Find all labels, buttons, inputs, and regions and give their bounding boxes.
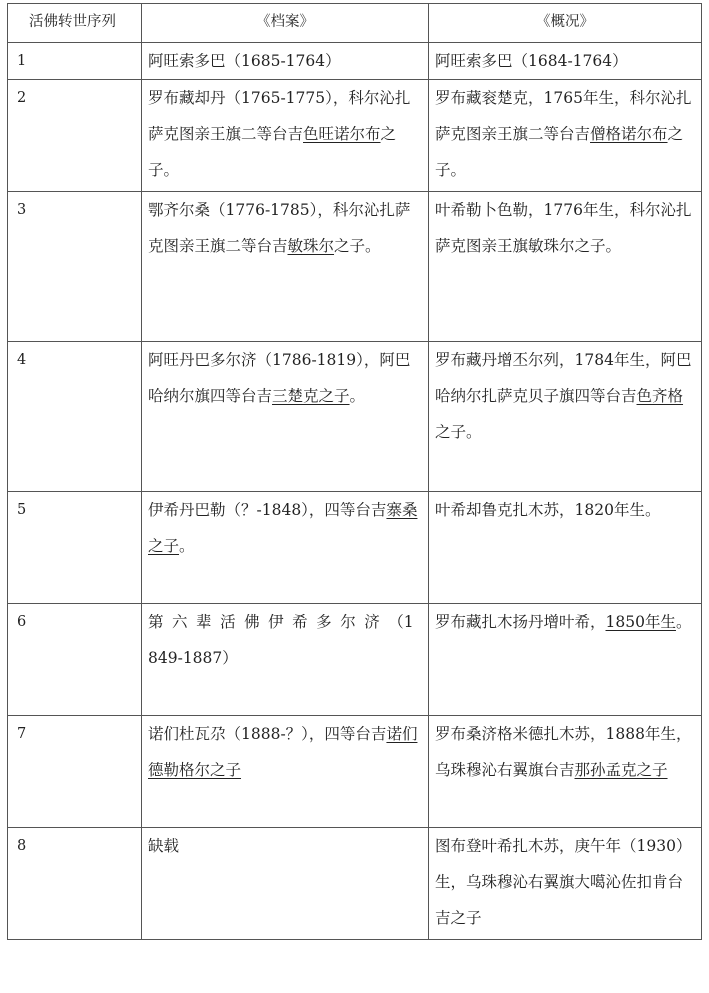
archive-cell (142, 828, 429, 940)
row-sequence: 8 (8, 828, 142, 940)
cell-text: 伊希丹巴勒（？-1848），四等台吉 (148, 501, 387, 519)
table-row (8, 342, 702, 492)
underlined-name: 那孙孟克之子 (574, 761, 668, 779)
row-sequence: 1 (8, 43, 142, 80)
overview-cell (429, 492, 702, 604)
underlined-name: 僧格诺尔布 (590, 125, 668, 143)
cell-text: 。 (675, 613, 692, 631)
cell-text: 图布登叶希扎木苏，庚午年（1930）生，乌珠穆沁右翼旗大噶沁佐扣肯台吉之子 (435, 837, 692, 927)
table-header-row (8, 4, 702, 43)
cell-text: 叶希勒卜色勒，1776年生，科尔沁扎萨克图亲王旗敏珠尔之子。 (435, 201, 692, 255)
cell-text: 罗布藏扎木扬丹增叶希， (435, 613, 606, 631)
archive-cell (142, 80, 429, 192)
overview-cell (429, 604, 702, 716)
header-sequence: 活佛转世序列 (8, 4, 142, 43)
overview-cell (429, 716, 702, 828)
cell-text: 罗布藏却丹（1765-1775），科尔沁扎萨克图亲王旗二等台吉 (148, 89, 411, 143)
archive-cell (142, 716, 429, 828)
row-sequence: 3 (8, 192, 142, 342)
cell-text: （1849-1887） (148, 613, 414, 667)
underlined-name: 敏珠尔 (287, 237, 335, 255)
cell-text: 第六辈活佛伊希多尔济 (148, 613, 389, 631)
archive-cell (142, 492, 429, 604)
table-row (8, 828, 702, 940)
underlined-name: 色旺诺尔布 (303, 125, 381, 143)
cell-text: 之子。 (334, 237, 381, 255)
archive-cell (142, 604, 429, 716)
cell-text: 罗布藏丹增丕尔列，1784年生，阿巴哈纳尔扎萨克贝子旗四等台吉 (435, 351, 692, 405)
cell-text: 诺们杜瓦尕（1888-？），四等台吉 (148, 725, 387, 743)
underlined-name: 三楚克之子 (272, 387, 350, 405)
table-row (8, 80, 702, 192)
overview-cell (429, 43, 702, 80)
cell-text: 缺载 (148, 837, 180, 855)
row-sequence: 7 (8, 716, 142, 828)
row-sequence: 4 (8, 342, 142, 492)
cell-text: 。 (179, 537, 195, 555)
cell-text: 罗布桑济格米德扎木苏，1888年生，乌珠穆沁右翼旗台吉 (435, 725, 692, 779)
cell-text: 阿旺丹巴多尔济（1786-1819），阿巴哈纳尔旗四等台吉 (148, 351, 411, 405)
overview-cell (429, 192, 702, 342)
archive-cell (142, 43, 429, 80)
cell-text: 阿旺索多巴（1685-1764） (148, 52, 341, 70)
underlined-name: 寨桑之子 (148, 501, 418, 555)
archive-cell (142, 192, 429, 342)
table-row (8, 192, 702, 342)
table-row (8, 716, 702, 828)
underlined-name: 诺们德勒格尔之子 (148, 725, 418, 779)
underlined-name: 色齐格 (636, 387, 684, 405)
archive-cell (142, 342, 429, 492)
cell-text: 。 (349, 387, 366, 405)
cell-text: 鄂齐尔桑（1776-1785），科尔沁扎萨克图亲王旗二等台吉 (148, 201, 411, 255)
cell-text: 阿旺索多巴（1684-1764） (435, 52, 628, 70)
overview-cell (429, 80, 702, 192)
reincarnation-comparison-table (7, 3, 702, 940)
header-archive: 《档案》 (142, 4, 429, 43)
row-sequence: 6 (8, 604, 142, 716)
cell-text: 之子。 (148, 125, 397, 179)
cell-text: 罗布藏衮楚克，1765年生，科尔沁扎萨克图亲王旗二等台吉 (435, 89, 692, 143)
underlined-name: 1850年生 (605, 613, 676, 631)
table-row (8, 492, 702, 604)
overview-cell (429, 828, 702, 940)
table-row (8, 604, 702, 716)
header-overview: 《概况》 (429, 4, 702, 43)
cell-text: 之子。 (435, 423, 482, 441)
overview-cell (429, 342, 702, 492)
table-row (8, 43, 702, 80)
row-sequence: 2 (8, 80, 142, 192)
cell-text: 之子。 (435, 125, 684, 179)
row-sequence: 5 (8, 492, 142, 604)
cell-text: 叶希却鲁克扎木苏，1820年生。 (435, 501, 661, 519)
